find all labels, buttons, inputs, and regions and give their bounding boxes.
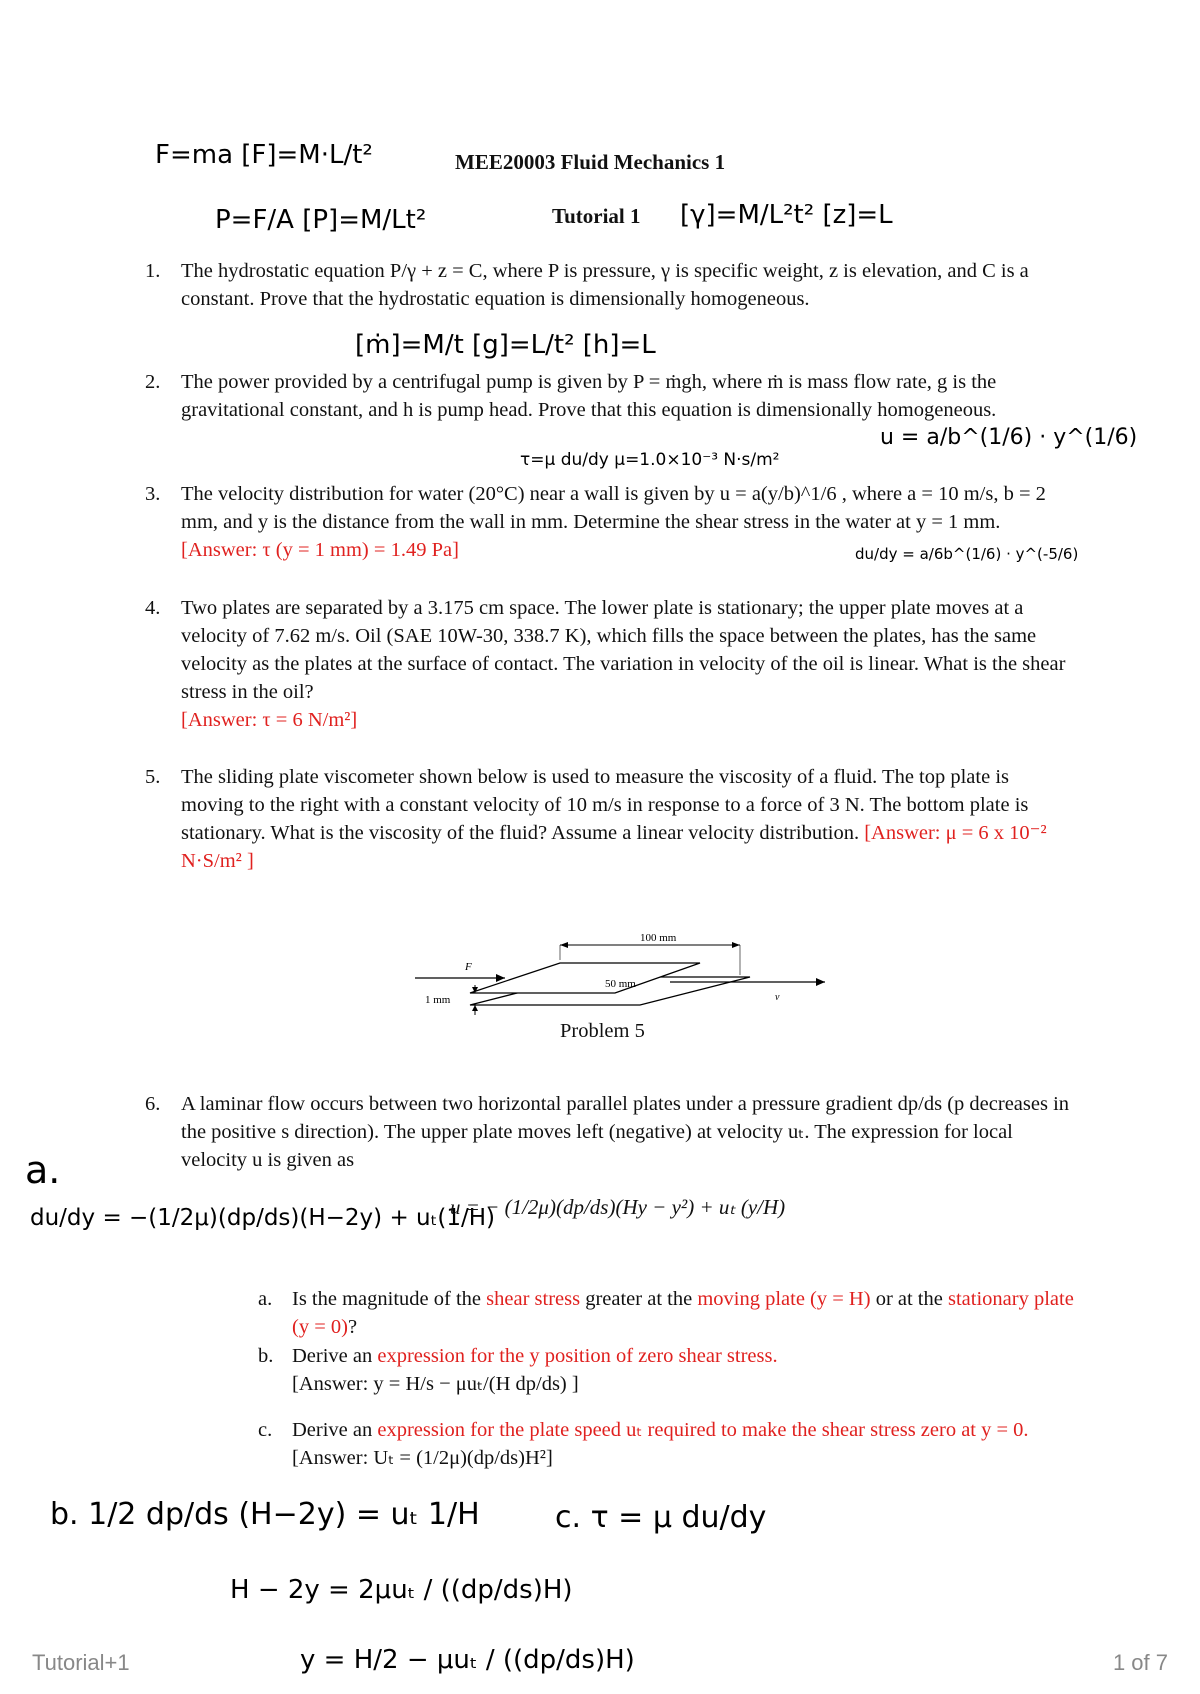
subpart-label: c.	[258, 1419, 273, 1441]
question-text: The hydrostatic equation P/γ + z = C, where P is pressure, γ is specific weight, z is elevation, and C is a constant. Prove that the hydrostatic equation is dimensionally homogeneous.	[181, 260, 1029, 310]
document-name: Tutorial+1	[32, 1650, 130, 1675]
viscometer-diagram	[410, 930, 840, 1025]
dimension-label-100mm: 100 mm	[640, 932, 677, 944]
question-number: 4.	[145, 597, 161, 619]
answer-text: [Answer: τ (y = 1 mm) = 1.49 Pa]	[181, 539, 459, 561]
handwritten-note-derivative: du/dy = a/6b^(1/6) · y^(-5/6)	[855, 545, 1079, 563]
question-number: 1.	[145, 260, 161, 282]
answer-text: [Answer: Uₜ = (1/2μ)(dp/ds)H²]	[292, 1447, 553, 1469]
tutorial-title: Tutorial 1	[552, 204, 641, 228]
highlight-text: stationary plate (y = 0)	[292, 1288, 1074, 1338]
answer-text: [Answer: y = H/s − μuₜ/(H dp/ds) ]	[292, 1373, 579, 1395]
handwritten-note-force: F=ma [F]=M·L/t²	[155, 140, 373, 170]
highlight-text: shear stress	[486, 1288, 581, 1310]
handwritten-note-specific-weight: [γ]=M/L²t² [z]=L	[680, 200, 893, 230]
highlight-text: expression for the plate speed uₜ required to make the shear stress zero at y = 0.	[377, 1419, 1029, 1441]
subpart-text: Derive an	[292, 1419, 378, 1441]
subpart-text: Derive an	[292, 1345, 378, 1367]
question-text: The sliding plate viscometer shown below is used to measure the viscosity of a fluid. The top plate is moving to the right with a constant velocity of 10 m/s in response to a force of 3 N. The bottom plate is stationary. What is the viscosity of the fluid? Assume a linear velocity distribution.	[181, 766, 1029, 844]
course-title: MEE20003 Fluid Mechanics 1	[455, 150, 726, 174]
subpart-label: a.	[258, 1288, 273, 1310]
highlight-text: moving plate (y = H)	[697, 1288, 871, 1310]
question-text: A laminar flow occurs between two horizontal parallel plates under a pressure gradient dp/ds (p decreases in the positive s direction). The upper plate moves left (negative) at velocity uₜ. The expression for local velocity u is given as	[181, 1093, 1070, 1171]
subpart-text: Is the magnitude of the	[292, 1288, 487, 1310]
subpart-text: ?	[347, 1316, 358, 1338]
handwritten-note-velocity: u = a/b^(1/6) · y^(1/6)	[880, 425, 1138, 450]
answer-text: [Answer: μ = 6 x 10⁻² N·S/m² ]	[181, 822, 1047, 872]
handwritten-solution-b-step: H − 2y = 2μuₜ / ((dp/ds)H)	[230, 1575, 573, 1605]
question-text: Two plates are separated by a 3.175 cm space. The lower plate is stationary; the upper plate moves at a velocity of 7.62 m/s. Oil (SAE 10W-30, 338.7 K), which fills the space between the plates, has the same velocity as the plates at the surface of contact. The variation in velocity of the oil is linear. What is the shear stress in the oil?	[181, 597, 1066, 703]
question-number: 2.	[145, 371, 161, 393]
question-text: The velocity distribution for water (20°C) near a wall is given by u = a(y/b)^1/6 , where a = 10 m/s, b = 2 mm, and y is the distance from the wall in mm. Determine the shear stress in the water at y = 1 mm.	[181, 483, 1046, 533]
handwritten-derivative-q6: du/dy = −(1/2μ)(dp/ds)(H−2y) + uₜ(1/H)	[30, 1205, 496, 1231]
figure-caption: Problem 5	[560, 1020, 645, 1042]
question-text: The power provided by a centrifugal pump is given by P = ṁgh, where ṁ is mass flow rate, g is the gravitational constant, and h is pump head. Prove that this equation is dimensionally homogeneous.	[181, 371, 997, 421]
velocity-equation: u = − (1/2μ)(dp/ds)(Hy − y²) + uₜ (y/H)	[450, 1195, 786, 1219]
subpart-label: b.	[258, 1345, 274, 1367]
velocity-label: v	[775, 992, 780, 1003]
answer-text: [Answer: τ = 6 N/m²]	[181, 709, 358, 731]
handwritten-note-viscosity: τ=μ du/dy μ=1.0×10⁻³ N·s/m²	[520, 450, 780, 470]
gap-label-1mm: 1 mm	[425, 994, 451, 1006]
highlight-text: expression for the y position of zero shear stress.	[377, 1345, 778, 1367]
handwritten-label-a: a.	[25, 1148, 61, 1192]
handwritten-note-mass-flow: [ṁ]=M/t [g]=L/t² [h]=L	[355, 330, 656, 360]
handwritten-note-pressure: P=F/A [P]=M/Lt²	[215, 205, 427, 235]
page-indicator: 1 of 7	[1112, 1650, 1168, 1675]
subpart-text: or at the	[870, 1288, 948, 1310]
subpart-text: greater at the	[580, 1288, 698, 1310]
question-number: 5.	[145, 766, 161, 788]
question-number: 6.	[145, 1093, 161, 1115]
question-number: 3.	[145, 483, 161, 505]
handwritten-solution-c: c. τ = μ du/dy	[555, 1500, 767, 1535]
force-label: F	[465, 961, 472, 973]
handwritten-solution-b-result: y = H/2 − μuₜ / ((dp/ds)H)	[300, 1645, 635, 1675]
dimension-label-50mm: 50 mm	[605, 978, 636, 990]
handwritten-solution-b: b. 1/2 dp/ds (H−2y) = uₜ 1/H	[50, 1497, 480, 1532]
